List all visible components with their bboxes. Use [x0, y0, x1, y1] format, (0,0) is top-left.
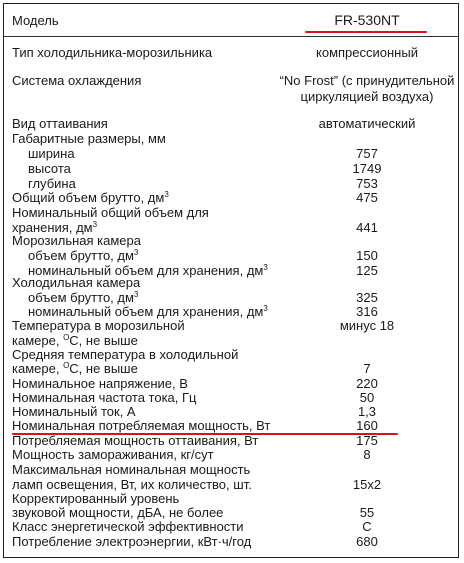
spec-label: Потребление электроэнергии, кВт·ч/год: [12, 534, 252, 549]
spec-label: камере, $^O$С, не выше: [12, 361, 138, 376]
model-value: FR-530NT: [334, 12, 400, 28]
spec-label: Система охлаждения: [12, 73, 142, 88]
model-underline-highlight: [305, 31, 427, 33]
spec-label: хранения, $дм^3$: [12, 220, 98, 235]
spec-value: 441: [356, 220, 378, 235]
spec-label: ламп освещения, Вт, их количество, шт.: [12, 477, 252, 492]
spec-label: Вид оттаивания: [12, 116, 108, 131]
spec-label: Класс энергетической эффективности: [12, 519, 244, 534]
spec-value: 757: [356, 146, 378, 161]
spec-label: Общий объем брутто, $дм^3$: [12, 190, 169, 205]
spec-value: 150: [356, 248, 378, 263]
spec-label: номинальный объем для хранения, $дм^3$: [28, 304, 268, 319]
spec-label: номинальный объем для хранения, $дм^3$: [28, 263, 268, 278]
spec-label: камере, $^O$С, не выше: [12, 333, 138, 348]
spec-value: минус 18: [339, 318, 395, 333]
spec-label: звуковой мощности, дБА, не более: [12, 505, 224, 520]
spec-value: 325: [356, 290, 378, 305]
spec-value: 15x2: [352, 477, 382, 492]
spec-label: объем брутто, $дм^3$: [28, 248, 139, 263]
spec-value: 8: [363, 447, 371, 462]
spec-value: 753: [356, 176, 378, 191]
spec-value: 160: [356, 418, 378, 433]
spec-value: 220: [356, 376, 378, 391]
spec-label: Корректированный уровень: [12, 491, 180, 506]
spec-value: компрессионный: [316, 45, 418, 60]
spec-label: Номинальный ток, А: [12, 404, 136, 419]
spec-label: Максимальная номинальная мощность: [12, 462, 251, 477]
spec-label: Мощность замораживания, кг/сут: [12, 447, 214, 462]
spec-value: 316: [356, 304, 378, 319]
spec-value: “No Frost” (с принудительной: [279, 73, 455, 88]
spec-value: 7: [363, 361, 371, 376]
spec-label: Тип холодильника-морозильника: [12, 45, 213, 60]
spec-value: 475: [356, 190, 378, 205]
spec-value: автоматический: [318, 116, 416, 131]
spec-label: Номинальная частота тока, Гц: [12, 390, 197, 405]
spec-value: 50: [359, 390, 375, 405]
spec-label: высота: [28, 161, 71, 176]
spec-value: 175: [356, 433, 378, 448]
spec-value: 680: [356, 534, 378, 549]
spec-label: ширина: [28, 146, 75, 161]
spec-label: Модель: [12, 13, 59, 28]
spec-label: Номинальное напряжение, В: [12, 376, 188, 391]
spec-label: глубина: [28, 176, 76, 191]
spec-value: 1,3: [357, 404, 377, 419]
spec-label: Морозильная камера: [12, 233, 141, 248]
spec-label: Габаритные размеры, мм: [12, 131, 166, 146]
spec-label: Холодильная камера: [12, 275, 141, 290]
spec-value: 55: [359, 505, 375, 520]
spec-label: Номинальная потребляемая мощность, Вт: [12, 418, 271, 433]
spec-value: 125: [356, 263, 378, 278]
spec-label: Номинальный общий объем для: [12, 205, 209, 220]
spec-value: циркуляцией воздуха): [300, 89, 434, 104]
spec-label: Средняя температура в холодильной: [12, 347, 239, 362]
header-separator: [4, 36, 458, 37]
spec-value: C: [362, 519, 372, 534]
spec-label: Потребляемая мощность оттаивания, Вт: [12, 433, 259, 448]
spec-label: Температура в морозильной: [12, 318, 185, 333]
spec-value: 1749: [352, 161, 382, 176]
spec-label: объем брутто, $дм^3$: [28, 290, 139, 305]
